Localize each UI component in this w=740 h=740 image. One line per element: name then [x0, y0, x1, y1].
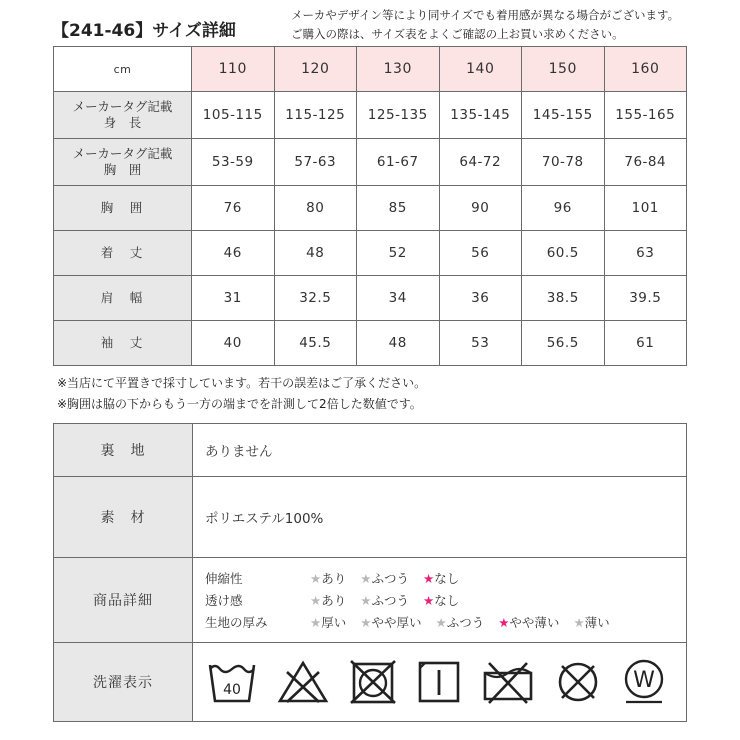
star-selected-icon: ★	[498, 615, 510, 630]
spec-option-text: ふつう	[371, 571, 409, 586]
table-cell: 53-59	[192, 139, 275, 186]
row-label	[54, 92, 192, 139]
star-unselected-icon: ★	[310, 593, 322, 608]
star-unselected-icon: ★	[360, 593, 372, 608]
size-header-row	[54, 47, 687, 92]
spec-option	[310, 569, 346, 587]
spec-option	[310, 591, 346, 609]
table-row	[54, 276, 687, 321]
spec-option-text: なし	[434, 593, 460, 608]
table-cell: 56	[439, 231, 522, 276]
spec-option	[423, 591, 459, 609]
spec-row	[205, 567, 686, 589]
spec-option	[310, 613, 346, 631]
page-title: 【241-46】サイズ詳細	[52, 21, 236, 41]
table-row	[54, 186, 687, 231]
spec-option-text: ふつう	[371, 593, 409, 608]
star-unselected-icon: ★	[310, 571, 322, 586]
size-header-cell: 150	[522, 47, 605, 92]
material-value: ポリエステル100%	[193, 477, 687, 558]
spec-option	[573, 613, 609, 631]
spec-option	[360, 569, 409, 587]
row-label-line: 胸 囲	[103, 162, 142, 177]
row-label-line: 袖 丈	[100, 335, 145, 350]
care-row	[54, 643, 687, 722]
table-cell: 45.5	[274, 321, 357, 366]
no-iron-icon	[481, 659, 535, 705]
lining-label: 裏 地	[54, 424, 193, 477]
size-table	[53, 46, 687, 366]
spec-option-text: なし	[434, 571, 460, 586]
row-label-line: メーカータグ記載	[72, 146, 173, 161]
table-cell: 61	[604, 321, 687, 366]
table-cell: 39.5	[604, 276, 687, 321]
details-row	[54, 558, 687, 643]
spec-option	[360, 591, 409, 609]
material-row	[54, 477, 687, 558]
spec-row	[205, 611, 686, 633]
table-cell: 53	[439, 321, 522, 366]
size-header-cell: 110	[192, 47, 275, 92]
row-label	[54, 231, 192, 276]
table-cell: 60.5	[522, 231, 605, 276]
star-selected-icon: ★	[422, 571, 435, 586]
spec-option	[423, 569, 459, 587]
no-dry-clean-icon	[554, 659, 602, 705]
row-label-line: 着 丈	[100, 245, 145, 260]
table-cell: 64-72	[439, 139, 522, 186]
lining-row	[54, 424, 687, 477]
table-cell: 34	[357, 276, 440, 321]
table-cell: 85	[357, 186, 440, 231]
table-cell: 76-84	[604, 139, 687, 186]
care-label: 洗濯表示	[54, 643, 193, 722]
table-cell: 90	[439, 186, 522, 231]
table-cell: 96	[522, 186, 605, 231]
spec-option-text: あり	[321, 593, 347, 608]
size-header-cell: 160	[604, 47, 687, 92]
row-label	[54, 139, 192, 186]
spec-name: 透け感	[205, 593, 243, 608]
table-row	[54, 321, 687, 366]
table-cell: 48	[274, 231, 357, 276]
unit-cell: cm	[54, 47, 192, 92]
star-unselected-icon: ★	[360, 571, 372, 586]
row-label-line: 胸 囲	[100, 200, 145, 215]
table-cell: 125-135	[357, 92, 440, 139]
spec-option-text: ふつう	[446, 615, 485, 630]
spec-option-text: 薄い	[584, 615, 610, 630]
star-unselected-icon: ★	[573, 615, 585, 630]
details-label: 商品詳細	[54, 558, 193, 643]
no-tumble-dry-icon	[349, 659, 397, 705]
table-row	[54, 231, 687, 276]
info-table	[53, 423, 687, 722]
size-header-cell: 140	[439, 47, 522, 92]
table-row	[54, 139, 687, 186]
spec-option-text: やや薄い	[509, 615, 560, 630]
care-value	[193, 643, 687, 722]
top-note-line: ご購入の際は、サイズ表をよくご確認の上お買い求めください。	[291, 27, 624, 41]
row-label	[54, 276, 192, 321]
note-line: ※胸囲は脇の下からもう一方の端までを計測して2倍した数値です。	[57, 397, 422, 411]
table-cell: 36	[439, 276, 522, 321]
table-cell: 48	[357, 321, 440, 366]
wash-temperature: 40	[223, 682, 241, 698]
spec-option	[360, 613, 421, 631]
table-cell: 135-145	[439, 92, 522, 139]
table-cell: 63	[604, 231, 687, 276]
row-label-line: 身 長	[103, 115, 142, 130]
spec-option	[435, 613, 484, 631]
spec-name: 生地の厚み	[205, 615, 268, 630]
table-cell: 31	[192, 276, 275, 321]
row-label-line: メーカータグ記載	[72, 99, 173, 114]
size-header-cell: 120	[274, 47, 357, 92]
spec-list	[205, 567, 686, 633]
material-label: 素 材	[54, 477, 193, 558]
wet-clean-letter: W	[633, 668, 655, 693]
table-cell: 38.5	[522, 276, 605, 321]
line-dry-vertical-icon	[416, 659, 462, 705]
table-cell: 40	[192, 321, 275, 366]
table-cell: 80	[274, 186, 357, 231]
table-cell: 115-125	[274, 92, 357, 139]
table-cell: 46	[192, 231, 275, 276]
row-label	[54, 321, 192, 366]
size-header-cell: 130	[357, 47, 440, 92]
spec-option-text: 厚い	[321, 615, 347, 630]
details-value	[193, 558, 687, 643]
table-cell: 70-78	[522, 139, 605, 186]
table-cell: 155-165	[604, 92, 687, 139]
no-bleach-icon	[276, 659, 330, 705]
table-cell: 105-115	[192, 92, 275, 139]
spec-option	[498, 613, 559, 631]
star-unselected-icon: ★	[360, 615, 372, 630]
table-row	[54, 92, 687, 139]
top-note	[291, 6, 679, 44]
spec-option-text: やや厚い	[371, 615, 422, 630]
row-label	[54, 186, 192, 231]
wet-clean-icon	[621, 658, 667, 706]
table-cell: 76	[192, 186, 275, 231]
note-line: ※当店にて平置きで採寸しています。若干の誤差はご了承ください。	[57, 376, 427, 390]
table-cell: 32.5	[274, 276, 357, 321]
table-cell: 145-155	[522, 92, 605, 139]
spec-option-text: あり	[321, 571, 347, 586]
measurement-notes	[57, 373, 426, 415]
spec-row	[205, 589, 686, 611]
lining-value: ありません	[193, 424, 687, 477]
table-cell: 61-67	[357, 139, 440, 186]
care-icons	[205, 658, 686, 706]
table-cell: 52	[357, 231, 440, 276]
star-unselected-icon: ★	[435, 615, 447, 630]
star-unselected-icon: ★	[310, 615, 322, 630]
table-cell: 56.5	[522, 321, 605, 366]
spec-name: 伸縮性	[205, 571, 243, 586]
row-label-line: 肩 幅	[100, 290, 145, 305]
table-cell: 57-63	[274, 139, 357, 186]
table-cell: 101	[604, 186, 687, 231]
top-note-line: メーカやデザイン等により同サイズでも着用感が異なる場合がございます。	[291, 8, 680, 22]
wash-40-icon	[207, 659, 257, 705]
star-selected-icon: ★	[422, 593, 435, 608]
